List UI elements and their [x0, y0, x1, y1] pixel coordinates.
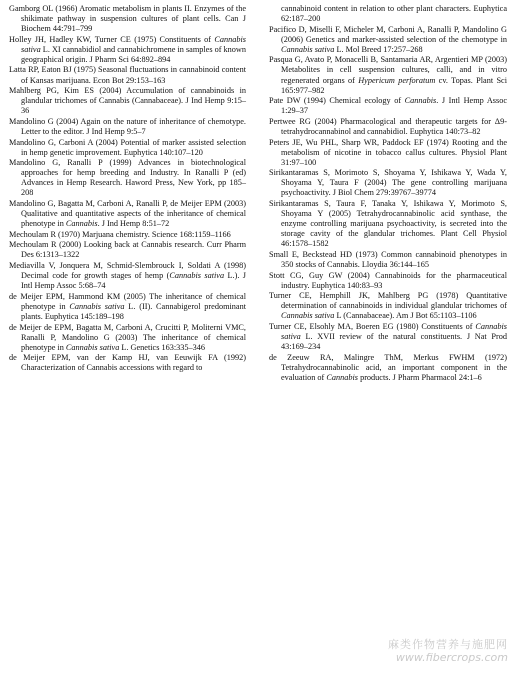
reference-entry [269, 250, 507, 270]
reference-entry [9, 86, 246, 116]
reference-text: cv. Topas. Plant Sci 165:977–982 [281, 75, 507, 95]
reference-entry [269, 4, 507, 24]
reference-entry [9, 323, 246, 353]
reference-italic-text: Cannabis sativa [281, 44, 335, 54]
reference-entry [269, 96, 507, 116]
reference-text: Peters JE, Wu PHL, Sharp WR, Paddock EF (1974) Rooting and the metabolism of nicotine in tobacco callus cultures. Physiol Plant 31:97–100 [269, 137, 507, 167]
reference-text: Latta RP, Eaton BJ (1975) Seasonal fluctuations in cannabinoid content of Kansas marijuana. Econ Bot 29:153–163 [9, 65, 246, 85]
reference-text: L. Genetics 163:335–346 [119, 342, 206, 352]
reference-text: Pertwee RG (2004) Pharmacological and therapeutic targets for Δ9-tetrahydrocannabinol and cannabidiol. Euphytica 140:73–82 [269, 116, 507, 136]
reference-text: de Zeeuw RA, Malingre ThM, Merkus FWHM (1972) Tetrahydrocannabinolic acid, an important component in the evaluation of [269, 352, 507, 382]
reference-text: Pasqua G, Avato P, Monacelli B, Santamaria AR, Argentieri MP (2003) Metabolites in cell suspension cultures, calli, and in vitro regenerated organs of [269, 55, 507, 85]
reference-text: Mandolino G, Ranalli P (1999) Advances in biotechnological approaches for hemp breeding and Industry. In Ranalli P (ed) Advances in Hemp Research. Haword Press, New York, pp 185–208 [9, 158, 246, 198]
reference-entry [269, 291, 507, 321]
reference-entry [9, 158, 246, 198]
reference-entry [9, 4, 246, 34]
reference-text: L (Cannabaceae). Am J Bot 65:1103–1106 [334, 311, 477, 321]
reference-text: Mechoulam R (1970) Marjuana chemistry. Science 168:1159–1166 [9, 229, 231, 239]
reference-text: Mechoulam R (2000) Looking back at Cannabis research. Curr Pharm Des 6:1313–1322 [9, 240, 246, 260]
reference-italic-text: Cannabis [326, 372, 358, 382]
reference-entry [9, 230, 246, 240]
watermark [338, 638, 508, 665]
references-right-column [269, 4, 507, 383]
reference-italic-text: Cannabis sativa [65, 342, 120, 352]
reference-entry [9, 240, 246, 260]
reference-text: Turner CE, Hemphill JK, Mahlberg PG (1978) Quantitative determination of cannabinoids in individual glandular trichomes of [269, 291, 507, 311]
reference-italic-text: Cannabis [404, 96, 437, 106]
reference-text: de Meijer de EPM, Bagatta M, Carboni A, Crucitti P, Moliterni VMC, Ranalli P, Mandolino G (2003) The inheritance of chemical phenotype in [9, 322, 246, 352]
reference-text: cannabinoid content in relation to other plant characters. Euphytica 62:187–200 [281, 4, 507, 24]
watermark-url: www.fibercrops.com [395, 651, 508, 664]
reference-text: Pate DW (1994) Chemical ecology of [269, 96, 405, 106]
reference-text: Mahlberg PG, Kim ES (2004) Accumulation of cannabinoids in glandular trichomes of Cannabis (Cannabaceae). J Ind Hemp 9:15–36 [9, 86, 246, 116]
reference-text: Sirikantaramas S, Morimoto S, Shoyama Y, Ishikawa Y, Wada Y, Shoyama Y, Taura F (2004) The gene controlling marijuana psychoactivity. J Biol Chem 279:39767–39774 [269, 168, 507, 198]
reference-text: L. XI cannabidiol and cannabichromene in samples of known geographical origin. J Pharm Sci 64:892–894 [21, 44, 246, 64]
reference-entry [269, 322, 507, 352]
reference-entry [9, 35, 246, 65]
reference-entry [9, 65, 246, 85]
reference-text: products. J Pharm Pharmacol 24:1–6 [358, 372, 482, 382]
reference-text: Small E, Beckstead HD (1973) Common cannabinoid phenotypes in 350 stocks of Cannabis. Lloydia 36:144–165 [269, 249, 507, 269]
reference-entry [9, 292, 246, 322]
reference-text: de Meijer EPM, van der Kamp HJ, van Eeuwijk FA (1992) Characterization of Cannabis accessions with regard to [9, 353, 246, 373]
reference-italic-text: Cannabis sativa [21, 34, 246, 54]
references-left-column [9, 4, 246, 374]
reference-text: Pacifico D, Miselli F, Micheler M, Carboni A, Ranalli P, Mandolino G (2006) Genetics and marker-assisted selection of the chemotype in [269, 24, 507, 44]
reference-text: Mandolino G, Bagatta M, Carboni A, Ranalli P, de Meijer EPM (2003) Qualitative and quantitative aspects of the inheritance of chemical phenotype in [9, 199, 246, 229]
reference-text: L. (II). Cannabigerol predominant plants. Euphytica 145:189–198 [21, 301, 246, 321]
reference-entry [269, 117, 507, 137]
reference-text: Gamborg OL (1966) Aromatic metabolism in plants II. Enzymes of the shikimate pathway in suspension cultures of plant cells. Can J Biochem 44:791–799 [9, 4, 246, 34]
reference-text: Mandolino G, Carboni A (2004) Potential of marker assisted selection in hemp genetic improvement. Euphytica 140:107–120 [9, 137, 246, 157]
reference-italic-text: Cannabis sativa [281, 321, 507, 342]
reference-text: . J Ind Hemp 8:51–72 [97, 219, 170, 229]
reference-text: Holley JH, Hadley KW, Turner CE (1975) Constituents of [9, 34, 215, 44]
reference-italic-text: Hypericum perforatum [358, 75, 436, 85]
reference-italic-text: Cannabis [65, 219, 98, 229]
reference-text: de Meijer EPM, Hammond KM (2005) The inheritance of chemical phenotype in [9, 291, 246, 311]
reference-entry [9, 261, 246, 291]
reference-text: Stott CG, Guy GW (2004) Cannabinoids for the pharmaceutical industry. Euphytica 140:83–93 [269, 270, 507, 290]
reference-italic-text: Cannabis sativa [281, 311, 335, 321]
reference-text: L. XVII review of the natural constituents. J Nat Prod 43:169–234 [281, 332, 507, 352]
reference-entry [269, 353, 507, 383]
reference-italic-text: Cannabis sativa [169, 271, 225, 281]
reference-text: Sirikantaramas S, Taura F, Tanaka Y, Ishikawa Y, Morimoto S, Shoyama Y (2005) Tetrahydrocannabinolic acid synthase, the enzyme controlling marijuana psychoactivity, is secreted into the storage cavity of the glandular trichomes. Plant Cell Physiol 46:1578–1582 [269, 199, 507, 249]
reference-text: Turner CE, Elsohly MA, Boeren EG (1980) Constituents of [269, 321, 476, 331]
watermark-chinese-text: 麻类作物营养与施肥网 [388, 638, 508, 651]
reference-entry [269, 25, 507, 55]
reference-text: . J Intl Hemp Assoc 1:29–37 [281, 96, 507, 116]
reference-text: Mandolino G (2004) Again on the nature of inheritance of chemotype. Letter to the editor. J Ind Hemp 9:5–7 [9, 116, 246, 136]
reference-entry [269, 138, 507, 168]
reference-entry [269, 199, 507, 249]
reference-entry [9, 117, 246, 137]
reference-entry [9, 138, 246, 158]
reference-text: L.). J Intl Hemp Assoc 5:68–74 [21, 271, 246, 291]
reference-text: L. Mol Breed 17:257–268 [334, 44, 423, 54]
reference-italic-text: Cannabis sativa [69, 301, 125, 311]
reference-entry [9, 199, 246, 229]
reference-entry [9, 353, 246, 373]
reference-entry [269, 55, 507, 95]
reference-entry [269, 271, 507, 291]
reference-text: Mediavilla V, Jonquera M, Schmid-Slembrouck I, Soldati A (1998) Decimal code for growth stages of hemp ( [9, 261, 246, 281]
reference-entry [269, 168, 507, 198]
